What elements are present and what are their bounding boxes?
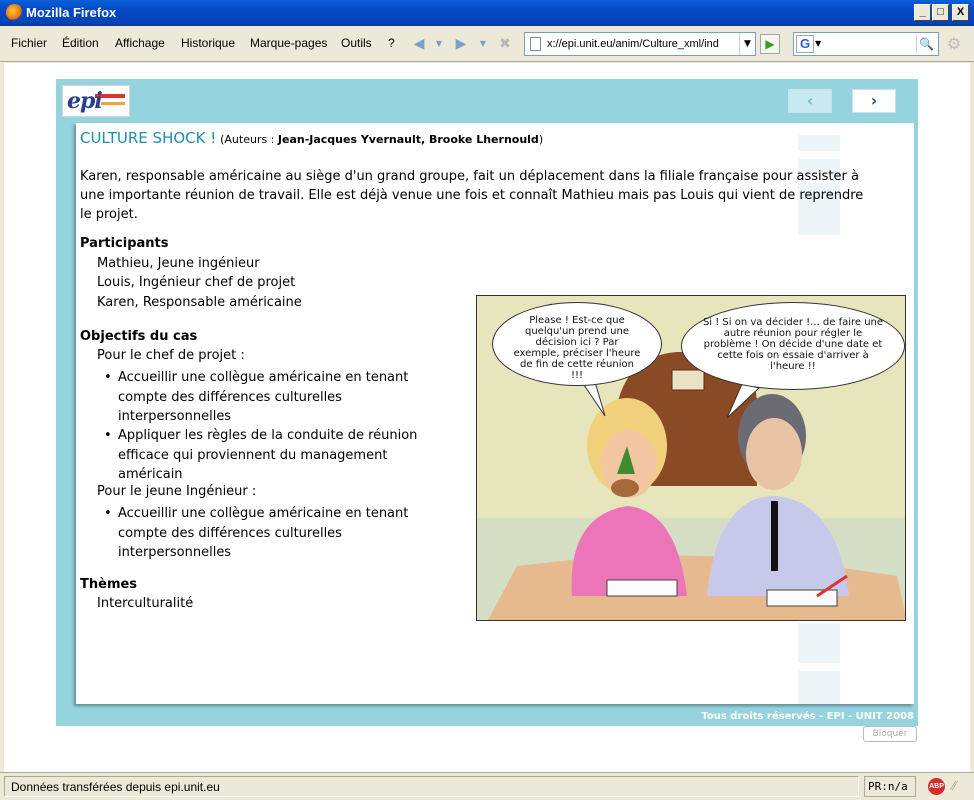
authors-suffix: ) <box>538 133 544 146</box>
objectifs-group-label: Pour le jeune Ingénieur : <box>97 484 257 499</box>
comic-illustration <box>476 295 906 621</box>
menu-marque-pages[interactable]: Marque-pages <box>250 36 328 50</box>
window-title: Mozilla Firefox <box>26 5 117 20</box>
pr-indicator[interactable]: PR:n/a <box>864 776 916 797</box>
menu-outils[interactable]: Outils <box>341 36 372 50</box>
participant-item: Louis, Ingénieur chef de projet <box>97 275 296 290</box>
menu-historique[interactable]: Historique <box>181 36 236 50</box>
menu-fichier[interactable]: Fichier <box>11 36 48 50</box>
themes-title: Thèmes <box>80 577 138 592</box>
content-panel <box>76 123 914 704</box>
decor-stripe <box>798 623 840 663</box>
speech-bubble-karen: Please ! Est-ce que quelqu'un prend une décision ici ? Par exemple, préciser l'heure de fin de cette réunion !!! <box>492 302 662 386</box>
decor-stripe <box>798 135 840 151</box>
forward-arrow-icon[interactable]: ▶ <box>455 36 467 52</box>
firefox-icon <box>6 4 23 21</box>
menu-help[interactable]: ? <box>388 36 395 50</box>
decor-stripe <box>798 671 840 704</box>
menu-toolbar <box>0 26 974 62</box>
engine-dropdown-icon[interactable]: ▼ <box>815 39 822 48</box>
objectif-bullet: • Appliquer les règles de la conduite de réunion efficace qui proviennent du management américain <box>104 426 434 485</box>
gear-icon: ⚙ <box>946 34 962 53</box>
page-heading <box>80 129 543 147</box>
menu-affichage[interactable]: Affichage <box>115 36 165 50</box>
copyright-footer: Tous droits réservés - EPI - UNIT 2008 <box>701 711 914 722</box>
epi-logo <box>62 85 130 117</box>
authors: Jean-Jacques Yvernault, Brooke Lhernould <box>277 133 539 146</box>
stop-icon[interactable]: ✖ <box>499 36 511 52</box>
page-icon <box>530 37 541 51</box>
participant-item: Mathieu, Jeune ingénieur <box>97 256 260 271</box>
participant-item: Karen, Responsable américaine <box>97 295 302 310</box>
search-input[interactable] <box>827 36 907 52</box>
status-bar <box>0 772 974 800</box>
theme-item: Interculturalité <box>97 596 194 611</box>
url-bar[interactable] <box>524 32 756 56</box>
status-text: Données transférées depuis epi.unit.eu <box>4 776 859 797</box>
objectif-bullet: • Accueillir une collègue américaine en tenant compte des différences culturelles interpersonnelles <box>104 504 434 563</box>
next-page-button[interactable]: › <box>852 89 896 113</box>
url-text[interactable]: x://epi.unit.eu/anim/Culture_xml/ind <box>547 38 719 50</box>
logo-bar-orange <box>101 102 125 105</box>
search-bar[interactable] <box>793 32 939 56</box>
go-arrow-icon[interactable]: ▶ <box>760 34 780 54</box>
google-engine-icon[interactable]: G <box>796 35 814 53</box>
page-viewport <box>4 63 970 772</box>
resize-grip-icon[interactable]: ⁄⁄ <box>952 779 957 793</box>
url-dropdown-icon[interactable]: ▼ <box>739 33 755 55</box>
forward-dropdown-icon[interactable]: ▼ <box>479 39 487 48</box>
objectifs-group-label: Pour le chef de projet : <box>97 348 245 363</box>
minimize-button[interactable]: _ <box>914 4 931 21</box>
back-dropdown-icon[interactable]: ▼ <box>435 39 443 48</box>
previous-page-button[interactable]: ‹ <box>788 89 832 113</box>
intro-paragraph: Karen, responsable américaine au siège d'un grand groupe, fait un déplacement dans la filiale française pour assister à une importante réunion de travail. Elle est déjà venue une fois et connaît Mathieu mais pas Louis qui vient de reprendre le projet. <box>80 169 864 222</box>
bloquer-button[interactable]: Bloquer <box>863 726 917 742</box>
window-title-bar <box>0 0 974 26</box>
objectifs-title: Objectifs du cas <box>80 329 198 344</box>
maximize-button[interactable]: □ <box>932 4 949 21</box>
menu-edition[interactable]: Édition <box>62 36 99 50</box>
adblock-icon[interactable]: ABP <box>928 778 945 795</box>
content-frame <box>56 79 918 726</box>
participants-title: Participants <box>80 236 169 251</box>
objectif-bullet: • Accueillir une collègue américaine en tenant compte des différences culturelles interpersonnelles <box>104 368 434 427</box>
authors-prefix: (Auteurs : <box>220 133 278 146</box>
logo-text: epi <box>67 88 102 114</box>
page-title: CULTURE SHOCK ! <box>80 129 217 147</box>
close-button[interactable]: X <box>952 4 969 21</box>
back-arrow-icon[interactable]: ◀ <box>413 36 425 52</box>
search-icon[interactable]: 🔍 <box>916 35 936 53</box>
speech-bubble-louis: Si ! Si on va décider !... de faire une autre réunion pour régler le problème ! On décide d'une date et cette fois on essaie d'arriver à l'heure !! <box>681 302 905 390</box>
